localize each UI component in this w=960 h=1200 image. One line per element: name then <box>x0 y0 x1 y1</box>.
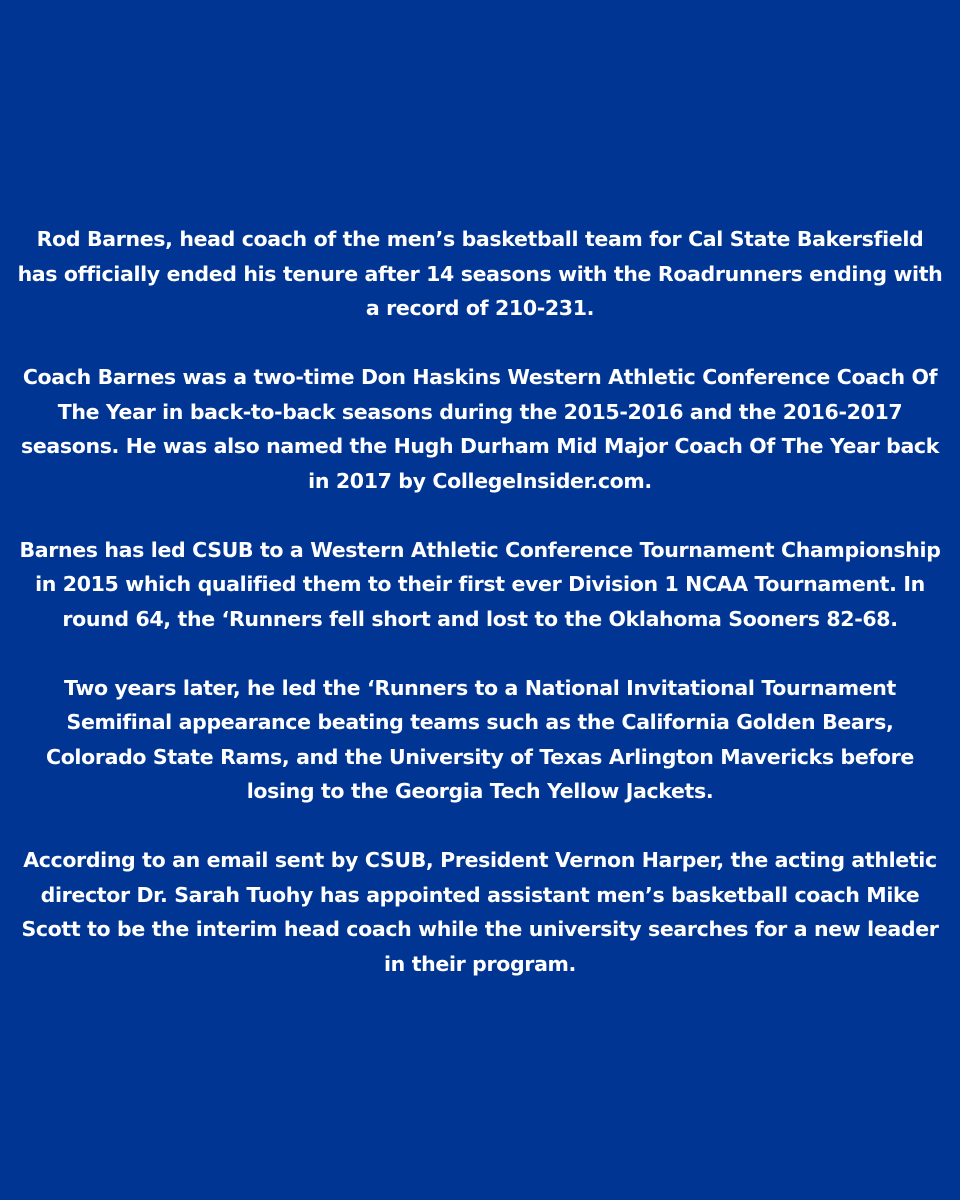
paragraph-interim-coach: According to an email sent by CSUB, President Vernon Harper, the acting athletic director Dr. Sarah Tuohy has appointed assistant men’s basketball coach Mike Scott to be the interim head coach while the university searches for a new leader in their program. <box>21 848 939 976</box>
paragraph-nit-semifinal: Two years later, he led the ‘Runners to a National Invitational Tournament Semifinal appearance beating teams such as the California Golden Bears, Colorado State Rams, and the University of Texas Arlington Mavericks before losing to the Georgia Tech Yellow Jackets. <box>46 675 914 803</box>
paragraph-coach-of-the-year: Coach Barnes was a two-time Don Haskins Western Athletic Conference Coach Of The Year in back-to-back seasons during the 2015-2016 and the 2016-2017 seasons. He was also named the Hugh Durham Mid Major Coach Of The Year back in 2017 by CollegeInsider.com. <box>20 365 940 493</box>
article-body <box>16 222 944 981</box>
paragraph-tenure-ended: Rod Barnes, head coach of the men’s basketball team for Cal State Bakersfield has officially ended his tenure after 14 seasons with the Roadrunners ending with a record of 210-231. <box>17 227 943 320</box>
paragraph-wac-championship: Barnes has led CSUB to a Western Athletic Conference Tournament Championship in 2015 which qualified them to their first ever Division 1 NCAA Tournament. In round 64, the ‘Runners fell short and lost to the Oklahoma Sooners 82-68. <box>19 537 941 631</box>
